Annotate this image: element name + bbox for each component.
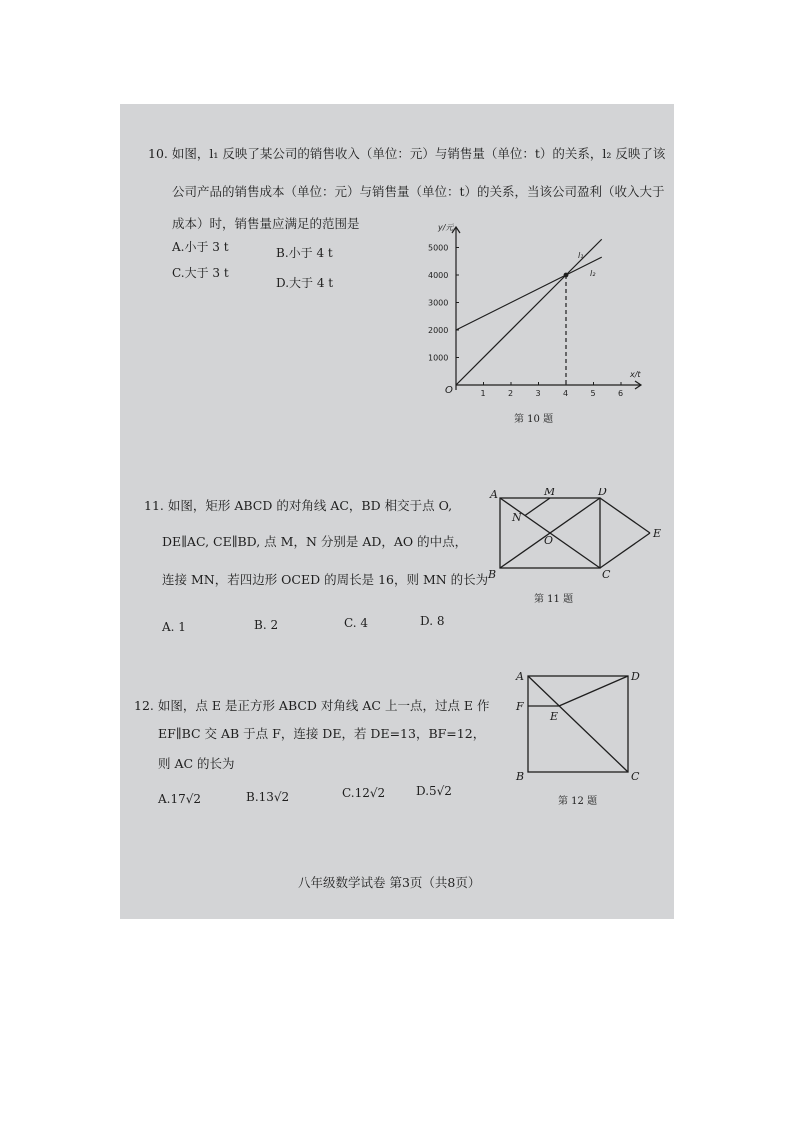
point-c: C	[631, 770, 640, 782]
chart-series-label-l1: l₁	[578, 251, 584, 260]
segment-mn	[525, 498, 550, 516]
point-a: A	[490, 488, 498, 501]
chart-x-tick-label: 3	[535, 389, 541, 398]
q12-number: 12.	[134, 698, 154, 713]
chart-series-l2-line	[456, 257, 602, 330]
chart-x-tick-label: 6	[618, 389, 624, 398]
q12-line3: 则 AC 的长为	[158, 756, 235, 771]
q12-caption: 第 12 题	[558, 796, 598, 807]
exam-sheet-photo	[120, 104, 674, 919]
segment-de	[600, 498, 650, 533]
point-n: N	[512, 511, 522, 524]
chart-x-tick-label: 5	[590, 389, 596, 398]
diagonal-ac	[528, 676, 628, 772]
page-footer: 八年级数学试卷 第3页（共8页）	[298, 875, 481, 890]
point-c: C	[602, 568, 611, 580]
q11-number: 11.	[144, 498, 164, 513]
q11-option-a: A. 1	[162, 620, 186, 634]
point-b: B	[516, 770, 525, 782]
q12-line1: 如图，点 E 是正方形 ABCD 对角线 AC 上一点，过点 E 作	[157, 698, 490, 713]
chart-intersection-point	[564, 273, 568, 277]
q10-option-d: D.大于 4 t	[276, 276, 334, 290]
chart-x-tick-label: 4	[563, 389, 569, 398]
q11-rectangle-figure	[488, 488, 670, 580]
q11-caption: 第 11 题	[534, 594, 574, 605]
q10-option-c: C.大于 3 t	[172, 266, 229, 280]
chart-x-label: x/t	[630, 370, 641, 379]
point-m: M	[544, 488, 556, 498]
q10-line3: 成本）时，销售量应满足的范围是	[172, 216, 360, 231]
q11-option-d: D. 8	[420, 614, 445, 628]
point-o: O	[544, 534, 554, 547]
segment-ce	[600, 533, 650, 568]
q10-text	[148, 148, 665, 161]
chart-y-tick-label: 3000	[428, 298, 449, 308]
q11-text	[144, 500, 452, 513]
q10-caption: 第 10 题	[514, 414, 554, 425]
chart-series-label-l2: l₂	[590, 269, 596, 278]
chart-origin-label: O	[445, 385, 453, 396]
q10-number: 10.	[148, 146, 168, 161]
q12-option-a: A.17√2	[158, 792, 202, 806]
q12-option-b: B.13√2	[246, 790, 290, 804]
point-b: B	[488, 568, 497, 580]
q12-option-d: D.5√2	[416, 784, 452, 798]
chart-x-tick-label: 2	[508, 389, 514, 398]
chart-y-label: y/元	[438, 223, 454, 232]
q10-line-chart	[420, 218, 650, 414]
point-f: F	[516, 700, 524, 713]
q11-line2: DE∥AC, CE∥BD, 点 M，N 分别是 AD，AO 的中点，	[162, 534, 468, 549]
chart-x-tick-label: 1	[480, 389, 486, 398]
q12-square-figure	[512, 666, 652, 782]
q11-line3: 连接 MN，若四边形 OCED 的周长是 16，则 MN 的长为	[162, 572, 489, 587]
point-d: D	[598, 488, 607, 498]
chart-y-tick-label: 2000	[428, 326, 449, 335]
chart-y-tick-label: 5000	[428, 243, 449, 253]
q10-option-a: A.小于 3 t	[172, 240, 229, 254]
chart-series-l1-line	[456, 239, 602, 385]
point-d: D	[631, 670, 640, 683]
point-e: E	[653, 527, 662, 540]
q10-line1: 如图，l₁ 反映了某公司的销售收入（单位：元）与销售量（单位：t）的关系，l₂ 反映了该	[171, 146, 666, 161]
point-e: E	[550, 710, 559, 723]
q11-line1: 如图，矩形 ABCD 的对角线 AC，BD 相交于点 O,	[167, 498, 453, 513]
q11-option-c: C. 4	[344, 616, 369, 630]
segment-de	[559, 676, 628, 706]
q12-line2: EF∥BC 交 AB 于点 F，连接 DE，若 DE=13，BF=12，	[158, 726, 486, 741]
chart-y-tick-label: 4000	[428, 271, 449, 280]
q11-option-b: B. 2	[254, 618, 279, 632]
q12-text	[134, 700, 490, 713]
q12-option-c: C.12√2	[342, 786, 386, 800]
chart-y-tick-label: 1000	[428, 353, 449, 363]
point-a: A	[516, 670, 524, 683]
q10-option-b: B.小于 4 t	[276, 246, 333, 260]
q10-line2: 公司产品的销售成本（单位：元）与销售量（单位：t）的关系，当该公司盈利（收入大于	[172, 184, 665, 199]
